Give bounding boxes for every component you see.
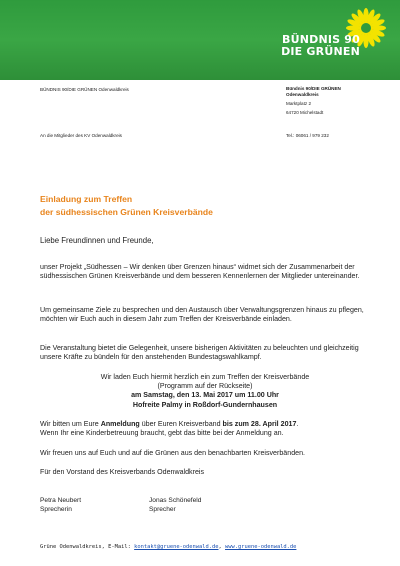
paragraph-5 [40, 449, 370, 458]
sender-address [286, 86, 386, 116]
title-line-1: Einladung zum Treffen [40, 194, 133, 204]
footer-email-link[interactable]: kontakt@gruene-odenwald.de [134, 544, 219, 550]
registration-line-2: Wenn Ihr eine Kinderbetreuung braucht, gebt das bitte bei der Anmeldung an. [40, 429, 284, 438]
reg-deadline: bis zum 28. April 2017 [222, 420, 297, 428]
logo-line-1: BÜNDNIS 90 [281, 33, 360, 46]
registration-paragraph [40, 420, 370, 438]
signature-1-role: Sprecherin [40, 506, 72, 513]
registration-line-1 [40, 420, 370, 429]
invite-location: Hofreite Palmy in Roßdorf-Gundernhausen [132, 400, 278, 409]
address-city: 64720 Michelstadt [286, 110, 324, 115]
reg-mid: über Euren Kreisverband [139, 420, 223, 428]
reg-bold-1: Anmeldung [100, 420, 140, 428]
paragraph-1 [40, 263, 370, 281]
reg-pre: Wir bitten um Eure [40, 420, 101, 428]
invitation-block [40, 373, 370, 410]
recipient: An die Mitglieder des KV Odenwaldkreis [40, 133, 122, 138]
address-org: Odenwaldkreis [286, 92, 319, 97]
invite-date: am Samstag, den 13. Mai 2017 um 11.00 Uhr [131, 391, 279, 400]
signature-2-name: Jonas Schönefeld [149, 497, 202, 504]
invite-line-2: (Programm auf der Rückseite) [157, 382, 253, 391]
signature-1-name: Petra Neubert [40, 497, 82, 504]
letter-title [40, 193, 213, 219]
footer-mid: , [218, 544, 226, 550]
party-logo [270, 6, 390, 66]
telephone: Tel.: 06061 / 979 232 [286, 133, 329, 138]
logo-line-2: DIE GRÜNEN [281, 45, 360, 58]
paragraph-2-text: Um gemeinsame Ziele zu besprechen und den Austausch über Verwaltungsgrenzen hinaus zu pflegen, möchten wir Euch auch in diesem Jahr zum Treffen der Kreisverbände einladen. [40, 306, 364, 324]
signature-2 [149, 496, 201, 514]
paragraph-1-text: unser Projekt „Südhessen – Wir denken über Grenzen hinaus“ widmet sich der Zusammenarbeit der südhessischen Grünen Kreisverbände und dem besseren Kennenlernen der Mitglieder untereinander. [40, 263, 360, 281]
paragraph-3 [40, 344, 370, 362]
invite-line-1: Wir laden Euch hiermit herzlich ein zum Treffen der Kreisverbände [100, 373, 310, 381]
reg-post: . [296, 420, 299, 428]
sender-line: BÜNDNIS 90/DIE GRÜNEN Odenwaldkreis [40, 87, 129, 92]
signature-1 [40, 496, 81, 514]
header-band [0, 0, 400, 80]
greeting: Liebe Freundinnen und Freunde, [40, 236, 154, 245]
paragraph-6-text: Für den Vorstand des Kreisverbands Odenwaldkreis [40, 468, 205, 476]
footer-web-link[interactable]: www.gruene-odenwald.de [225, 544, 297, 550]
footer [40, 544, 296, 550]
paragraph-2 [40, 306, 370, 324]
paragraph-6 [40, 468, 370, 477]
paragraph-5-text: Wir freuen uns auf Euch und auf die Grünen aus den benachbarten Kreisverbänden. [40, 449, 306, 457]
footer-pre: Grüne Odenwaldkreis, E-Mail: [40, 544, 135, 550]
address-name: Bündnis 90/DIE GRÜNEN [286, 86, 341, 91]
paragraph-3-text: Die Veranstaltung bietet die Gelegenheit, unsere bisherigen Aktivitäten zu beleuchten und gleichzeitig unsere Kräfte zu bündeln für den anstehenden Bundestagswahlkampf. [40, 344, 359, 362]
address-street: Marktplatz 2 [286, 101, 312, 106]
title-line-2: der südhessischen Grünen Kreisverbände [40, 207, 213, 217]
signature-2-role: Sprecher [149, 506, 176, 513]
